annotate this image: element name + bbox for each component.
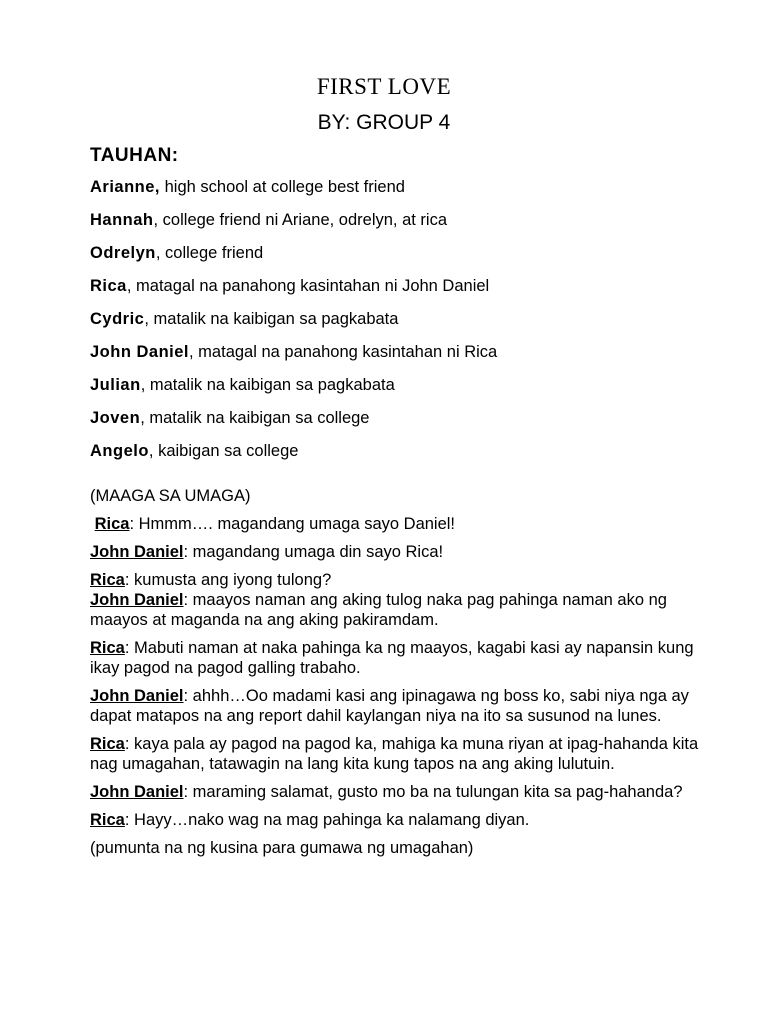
- document-subtitle: BY: GROUP 4: [317, 111, 451, 134]
- cast-description: , matalik na kaibigan sa pagkabata: [144, 310, 399, 328]
- cast-name: Hannah: [90, 211, 154, 229]
- cast-description: high school at college best friend: [160, 178, 405, 196]
- document-body: [90, 146, 710, 858]
- speaker-name: John Daniel: [90, 687, 184, 705]
- cast-name: Arianne,: [90, 178, 161, 196]
- cast-description: , matagal na panahong kasintahan ni Rica: [189, 343, 498, 361]
- cast-row: [90, 408, 710, 428]
- cast-description: , college friend: [155, 244, 264, 262]
- dialogue-line: [90, 686, 710, 726]
- cast-row: [90, 309, 710, 329]
- cast-name: Cydric: [90, 310, 145, 328]
- cast-name: Rica: [90, 277, 127, 295]
- speaker-name: John Daniel: [90, 783, 184, 801]
- cast-row: [90, 342, 710, 362]
- speaker-name: John Daniel: [90, 543, 184, 561]
- cast-row: [90, 177, 710, 197]
- cast-description: , college friend ni Ariane, odrelyn, at rica: [153, 211, 448, 229]
- dialogue-text: : Hayy…nako wag na mag pahinga ka nalamang diyan.: [124, 811, 530, 829]
- dialogue-line: [90, 514, 710, 534]
- cast-row: [90, 210, 710, 230]
- cast-row: [90, 243, 710, 263]
- speaker-name: Rica: [90, 639, 125, 657]
- cast-row: [90, 375, 710, 395]
- dialogue-line: [90, 638, 710, 678]
- cast-description: , matalik na kaibigan sa college: [140, 409, 370, 427]
- dialogue-text: : ahhh…Oo madami kasi ang ipinagawa ng boss ko, sabi niya nga ay dapat matapos na ang report dahil kaylangan niya na ito sa susunod na lunes.: [90, 687, 689, 725]
- dialogue-line: [90, 734, 710, 774]
- cast-name: Odrelyn: [90, 244, 156, 262]
- stage-direction: (pumunta na ng kusina para gumawa ng umagahan): [90, 839, 474, 857]
- cast-description: , kaibigan sa college: [148, 442, 299, 460]
- speaker-name: Rica: [90, 811, 125, 829]
- cast-name: Angelo: [90, 442, 149, 460]
- cast-row: [90, 276, 710, 296]
- speaker-name: Rica: [94, 515, 130, 533]
- dialogue-line: [90, 810, 710, 830]
- dialogue-line: [90, 570, 710, 590]
- dialogue-text: : kumusta ang iyong tulong?: [124, 571, 332, 589]
- cast-row: [90, 441, 710, 461]
- speaker-name: Rica: [90, 735, 125, 753]
- cast-description: , matagal na panahong kasintahan ni John Daniel: [126, 277, 490, 295]
- cast-name: Joven: [90, 409, 141, 427]
- document-title: FIRST LOVE: [316, 74, 452, 99]
- cast-heading: TAUHAN:: [90, 145, 179, 166]
- cast-description: , matalik na kaibigan sa pagkabata: [140, 376, 395, 394]
- dialogue-line: [90, 590, 710, 630]
- cast-name: John Daniel: [90, 343, 190, 361]
- speaker-name: Rica: [90, 571, 125, 589]
- scene-heading: (MAAGA SA UMAGA): [90, 487, 251, 505]
- dialogue-line: [90, 542, 710, 562]
- dialogue-text: : maayos naman ang aking tulog naka pag pahinga naman ako ng maayos at maganda na ang aking pakiramdam.: [90, 591, 667, 629]
- dialogue-text: : magandang umaga din sayo Rica!: [183, 543, 444, 561]
- dialogue-text: : Mabuti naman at naka pahinga ka ng maayos, kagabi kasi ay napansin kung ikay pagod na pagod galling trabaho.: [90, 639, 694, 677]
- dialogue-text: : Hmmm…. magandang umaga sayo Daniel!: [129, 515, 456, 533]
- dialogue-line: [90, 782, 710, 802]
- dialogue-text: : kaya pala ay pagod na pagod ka, mahiga ka muna riyan at ipag-hahanda kita nag umagahan, tatawagin na lang kita kung tapos na ang aking lulutuin.: [90, 735, 699, 773]
- cast-name: Julian: [90, 376, 141, 394]
- speaker-name: John Daniel: [90, 591, 184, 609]
- dialogue-text: : maraming salamat, gusto mo ba na tulungan kita sa pag-hahanda?: [183, 783, 683, 801]
